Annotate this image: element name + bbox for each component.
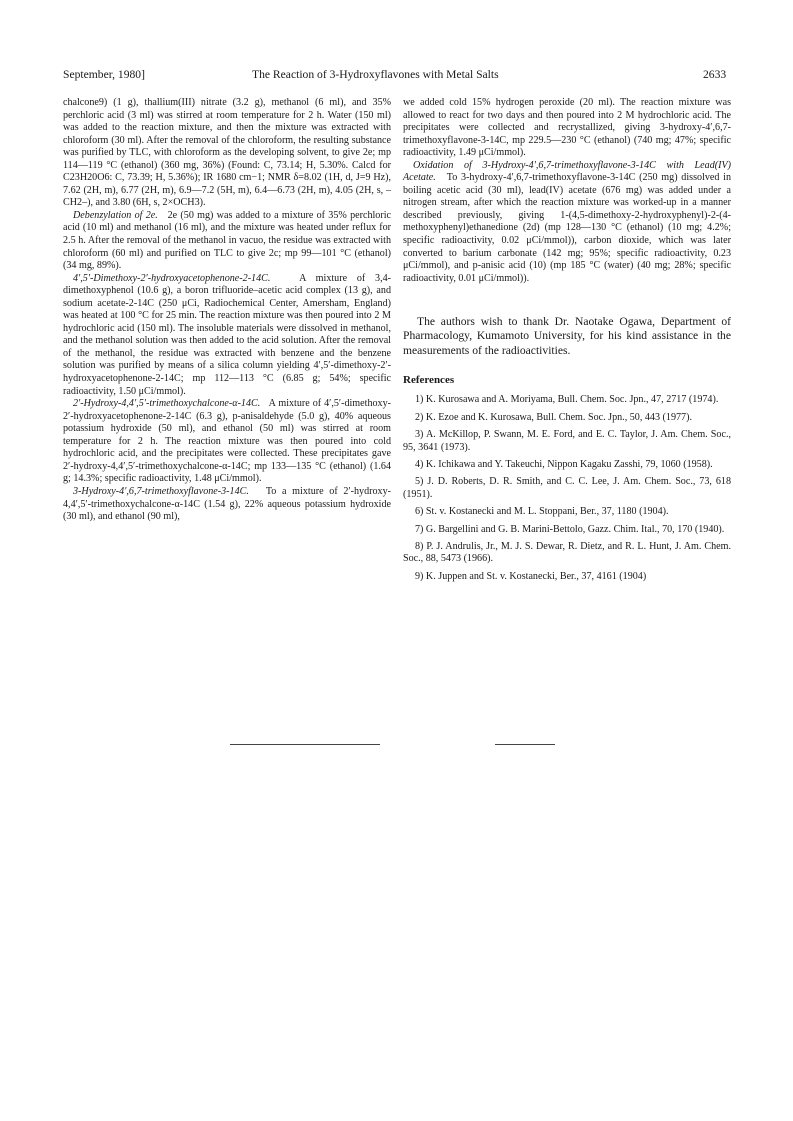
reference-item: 1) K. Kurosawa and A. Moriyama, Bull. Chem. Soc. Jpn., 47, 2717 (1974). — [415, 394, 719, 406]
paragraph-oxidation: Oxidation of 3-Hydroxy-4′,6,7-trimethoxyflavone-3-14C with Lead(IV) Acetate. To 3-hydroxy-4′,6,7-trimethoxyflavone-3-14C (250 mg) dissolved in boiling acetic acid (30 ml), lead(IV) acetate (676 mg) was added under a nitrogen stream, after which the reaction mixture was worked-up in a manner described previously, giving 1-(4,5-dimethoxy-2-hydroxyphenyl)-2-(4-methoxyphenyl)ethanedione (2d) (mp 128—130 °C (ethanol) (10 mg; 4.2%; specific radioactivity, 0.02 μCi/mmol)), carbon dioxide, which was later converted to barium carbonate (142 mg; 95%; specific radioactivity, 0.23 μCi/mmol), and p-anisic acid (10) (mp 185 °C (water) (40 mg; 28%; specific radioactivity, 0.01 μCi/mmol)). — [403, 159, 731, 284]
footer-rule-left — [230, 744, 380, 745]
reference-item: 2) K. Ezoe and K. Kurosawa, Bull. Chem. Soc. Jpn., 50, 443 (1977). — [415, 411, 692, 423]
running-header-date: September, 1980] — [63, 68, 145, 81]
section-heading: Oxidation of 3-Hydroxy-4′,6,7-trimethoxyflavone-3-14C with Lead(IV) Acetate. — [403, 159, 731, 184]
reference-item: 9) K. Juppen and St. v. Kostanecki, Ber., 37, 4161 (1904) — [415, 570, 647, 582]
reference-item: 5) J. D. Roberts, D. R. Smith, and C. C. Lee, J. Am. Chem. Soc., 73, 618 (1951). — [403, 476, 731, 500]
acknowledgement: The authors wish to thank Dr. Naotake Ogawa, Department of Pharmacology, Kumamoto University, for his kind assistance in the measurements of the radioactivities. — [403, 315, 731, 357]
reference-item: 4) K. Ichikawa and Y. Takeuchi, Nippon Kagaku Zasshi, 79, 1060 (1958). — [415, 458, 713, 470]
left-column — [63, 97, 391, 524]
reference-item: 3) A. McKillop, P. Swann, M. E. Ford, and E. C. Taylor, J. Am. Chem. Soc., 95, 3641 (1973). — [403, 429, 731, 453]
paragraph-debenzylation: Debenzylation of 2e. 2e (50 mg) was added to a mixture of 35% perchloric acid (10 ml) and methanol (16 ml), and the mixture was heated under reflux for 2.5 h. After the removal of the methanol in vacuo, the residue was extracted with chloroform (60 ml) and purified on TLC to give 2c; mp 99—101 °C (ethanol) (34 mg, 89%). — [63, 209, 391, 272]
footer-rule-right — [495, 744, 555, 745]
reference-item: 7) G. Bargellini and G. B. Marini-Bettolo, Gazz. Chim. Ital., 70, 170 (1940). — [415, 523, 725, 535]
right-column — [403, 97, 731, 588]
paragraph-acetophenone: 4′,5′-Dimethoxy-2′-hydroxyacetophenone-2-14C. A mixture of 3,4-dimethoxyphenol (10.6 g), a boron trifluoride–acetic acid complex (13 g), and sodium acetate-2-14C (250 μCi, Radiochemical Center, Amersham, England) was heated at 100 °C for 25 min. The reaction mixture was then poured into 2 M hydrochloric acid (150 ml). The insoluble materials were dissolved in methanol, and the methanol solution was then added to the acid solution. After the removal of the methanol, the residue was extracted with benzene and the benzene solution was purified by means of a silica column yielding 4′,5′-dimethoxy-2′-hydroxyacetophenone-2-14C; mp 112—113 °C (6.85 g; 54%; specific radioactivity, 1.50 μCi/mmol). — [63, 272, 391, 397]
page-number: 2633 — [703, 68, 727, 81]
paragraph-chalcone: 2′-Hydroxy-4,4′,5′-trimethoxychalcone-α-14C. A mixture of 4′,5′-dimethoxy-2′-hydroxyacetophenone-2-14C (6.3 g), p-anisaldehyde (5.0 g), 40% aqueous potassium hydroxide (50 ml), and ethanol (50 ml) was stirred at room temperature for 2 h. The reaction mixture was then poured into cold hydrochloric acid, and the precipitates were collected. These precipitates gave 2′-hydroxy-4,4′,5′-trimethoxychalcone-α-14C; mp 133—135 °C (ethanol) (1.64 g; 14.3%; specific radioactivity, 1.48 μCi/mmol). — [63, 398, 391, 485]
paragraph-synthesis-2e: chalcone9) (1 g), thallium(III) nitrate (3.2 g), methanol (6 ml), and 35% perchloric acid (3 ml) was stirred at room temperature for 2 h. Water (150 ml) was added to the reaction mixture, and then the mixture was extracted with chloroform (30 ml). After the removal of the chloroform, the resulting substance was purified by TLC, with chloroform as the developing solvent, to give 2e; mp 114—119 °C (ethanol) (360 mg, 36%) (Found: C, 73.14; H, 5.30%. Calcd for C23H20O6: C, 73.39; H, 5.36%); IR 1680 cm−1; NMR δ=8.02 (1H, d, J=9 Hz), 7.62 (2H, m), 6.77 (2H, m), 6.9—7.2 (5H, m), 6.4—6.73 (2H, m), 4.05 (2H, s, –CH2–), and 3.80 (6H, s, 2×OCH3). — [63, 97, 391, 209]
reference-item: 6) St. v. Kostanecki and M. L. Stoppani, Ber., 37, 1180 (1904). — [415, 506, 669, 518]
section-heading: 4′,5′-Dimethoxy-2′-hydroxyacetophenone-2-14C. — [73, 272, 271, 284]
references-list — [403, 394, 731, 583]
section-heading: 2′-Hydroxy-4,4′,5′-trimethoxychalcone-α-14C. — [73, 398, 261, 410]
section-heading: Debenzylation of 2e. — [73, 209, 158, 221]
running-header-title: The Reaction of 3-Hydroxyflavones with Metal Salts — [252, 68, 499, 81]
references-heading: References — [403, 373, 455, 386]
paragraph-flavone: 3-Hydroxy-4′,6,7-trimethoxyflavone-3-14C. To a mixture of 2′-hydroxy-4,4′,5′-trimethoxychalcone-α-14C (1.54 g), 22% aqueous potassium hydroxide (30 ml), and ethanol (90 ml), — [63, 485, 391, 523]
reference-item: 8) P. J. Andrulis, Jr., M. J. S. Dewar, R. Dietz, and R. L. Hunt, J. Am. Chem. Soc., 88, 5473 (1966). — [403, 540, 731, 565]
section-heading: 3-Hydroxy-4′,6,7-trimethoxyflavone-3-14C. — [73, 485, 249, 497]
paragraph-continuation: we added cold 15% hydrogen peroxide (20 ml). The reaction mixture was allowed to react for two days and then poured into 2 M hydrochloric acid. The precipitates were collected and recrystallized, giving 3-hydroxy-4′,6,7-trimethoxyflavone-3-14C, mp 229.5—230 °C (ethanol) (740 mg; 47%; specific radioactivity, 1.49 μCi/mmol). — [403, 97, 731, 159]
